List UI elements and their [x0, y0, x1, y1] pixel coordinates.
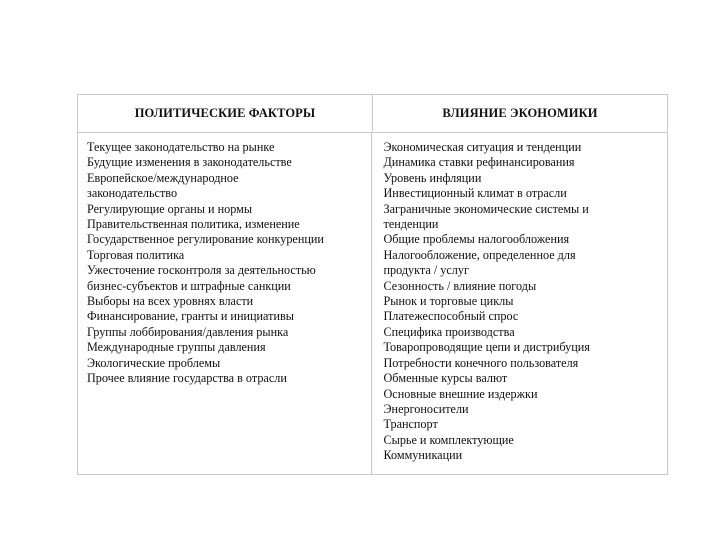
list-item: Сырье и комплектующие [383, 432, 514, 447]
table-body-row [78, 133, 667, 474]
list-item: Экологические проблемы [87, 355, 221, 370]
list-item: Сезонность / влияние погоды [383, 278, 537, 293]
list-item: Уровень инфляции [383, 170, 482, 185]
political-factors-header: ПОЛИТИЧЕСКИЕ ФАКТОРЫ [78, 95, 373, 132]
list-item: Заграничные экономические системы и [383, 201, 589, 216]
list-item: Экономическая ситуация и тенденции [383, 140, 582, 154]
list-item: Общие проблемы налогообложения [383, 232, 570, 247]
list-item: Налогообложение, определенное для [383, 247, 576, 262]
economic-influence-list [384, 140, 664, 464]
list-item: Основные внешние издержки [383, 386, 538, 401]
list-item: Энергоносители [383, 401, 469, 416]
list-item: Рынок и торговые циклы [383, 294, 514, 309]
economic-influence-header: ВЛИЯНИЕ ЭКОНОМИКИ [442, 106, 598, 120]
political-factors-list [87, 140, 367, 387]
list-item: Группы лоббирования/давления рынка [87, 324, 289, 339]
list-item: бизнес-субъектов и штрафные санкции [87, 278, 291, 293]
list-item: Будущие изменения в законодательстве [87, 155, 292, 170]
list-item: Торговая политика [87, 247, 185, 262]
list-item: Потребности конечного пользователя [383, 355, 579, 370]
list-item: Динамика ставки рефинансирования [383, 155, 575, 170]
list-item: Прочее влияние государства в отрасли [87, 371, 287, 386]
list-item: Финансирование, гранты и инициативы [87, 309, 294, 324]
list-item: Транспорт [383, 417, 438, 432]
list-item: Государственное регулирование конкуренции [87, 232, 324, 247]
list-item: Европейское/международное [87, 170, 239, 185]
list-item: Товаропроводящие цепи и дистрибуция [383, 340, 590, 355]
list-item: Коммуникации [383, 448, 463, 463]
list-item: Международные группы давления [87, 340, 266, 355]
political-factors-cell [78, 133, 372, 474]
list-item: Регулирующие органы и нормы [87, 201, 253, 216]
table-header-row [78, 95, 667, 133]
list-item: Специфика производства [383, 324, 515, 339]
list-item: тенденции [383, 217, 439, 232]
list-item: продукта / услуг [383, 263, 469, 278]
list-item: Выборы на всех уровнях власти [87, 294, 254, 309]
list-item: Инвестиционный климат в отрасли [383, 186, 567, 201]
list-item: Ужесточение госконтроля за деятельностью [87, 263, 316, 278]
list-item: Платежеспособный спрос [383, 309, 519, 324]
list-item: Текущее законодательство на рынке [87, 140, 275, 154]
economic-influence-cell [372, 133, 668, 474]
list-item: Обменные курсы валют [383, 371, 508, 386]
list-item: Правительственная политика, изменение [87, 217, 300, 232]
list-item: законодательство [87, 186, 178, 201]
factors-table [77, 94, 668, 475]
